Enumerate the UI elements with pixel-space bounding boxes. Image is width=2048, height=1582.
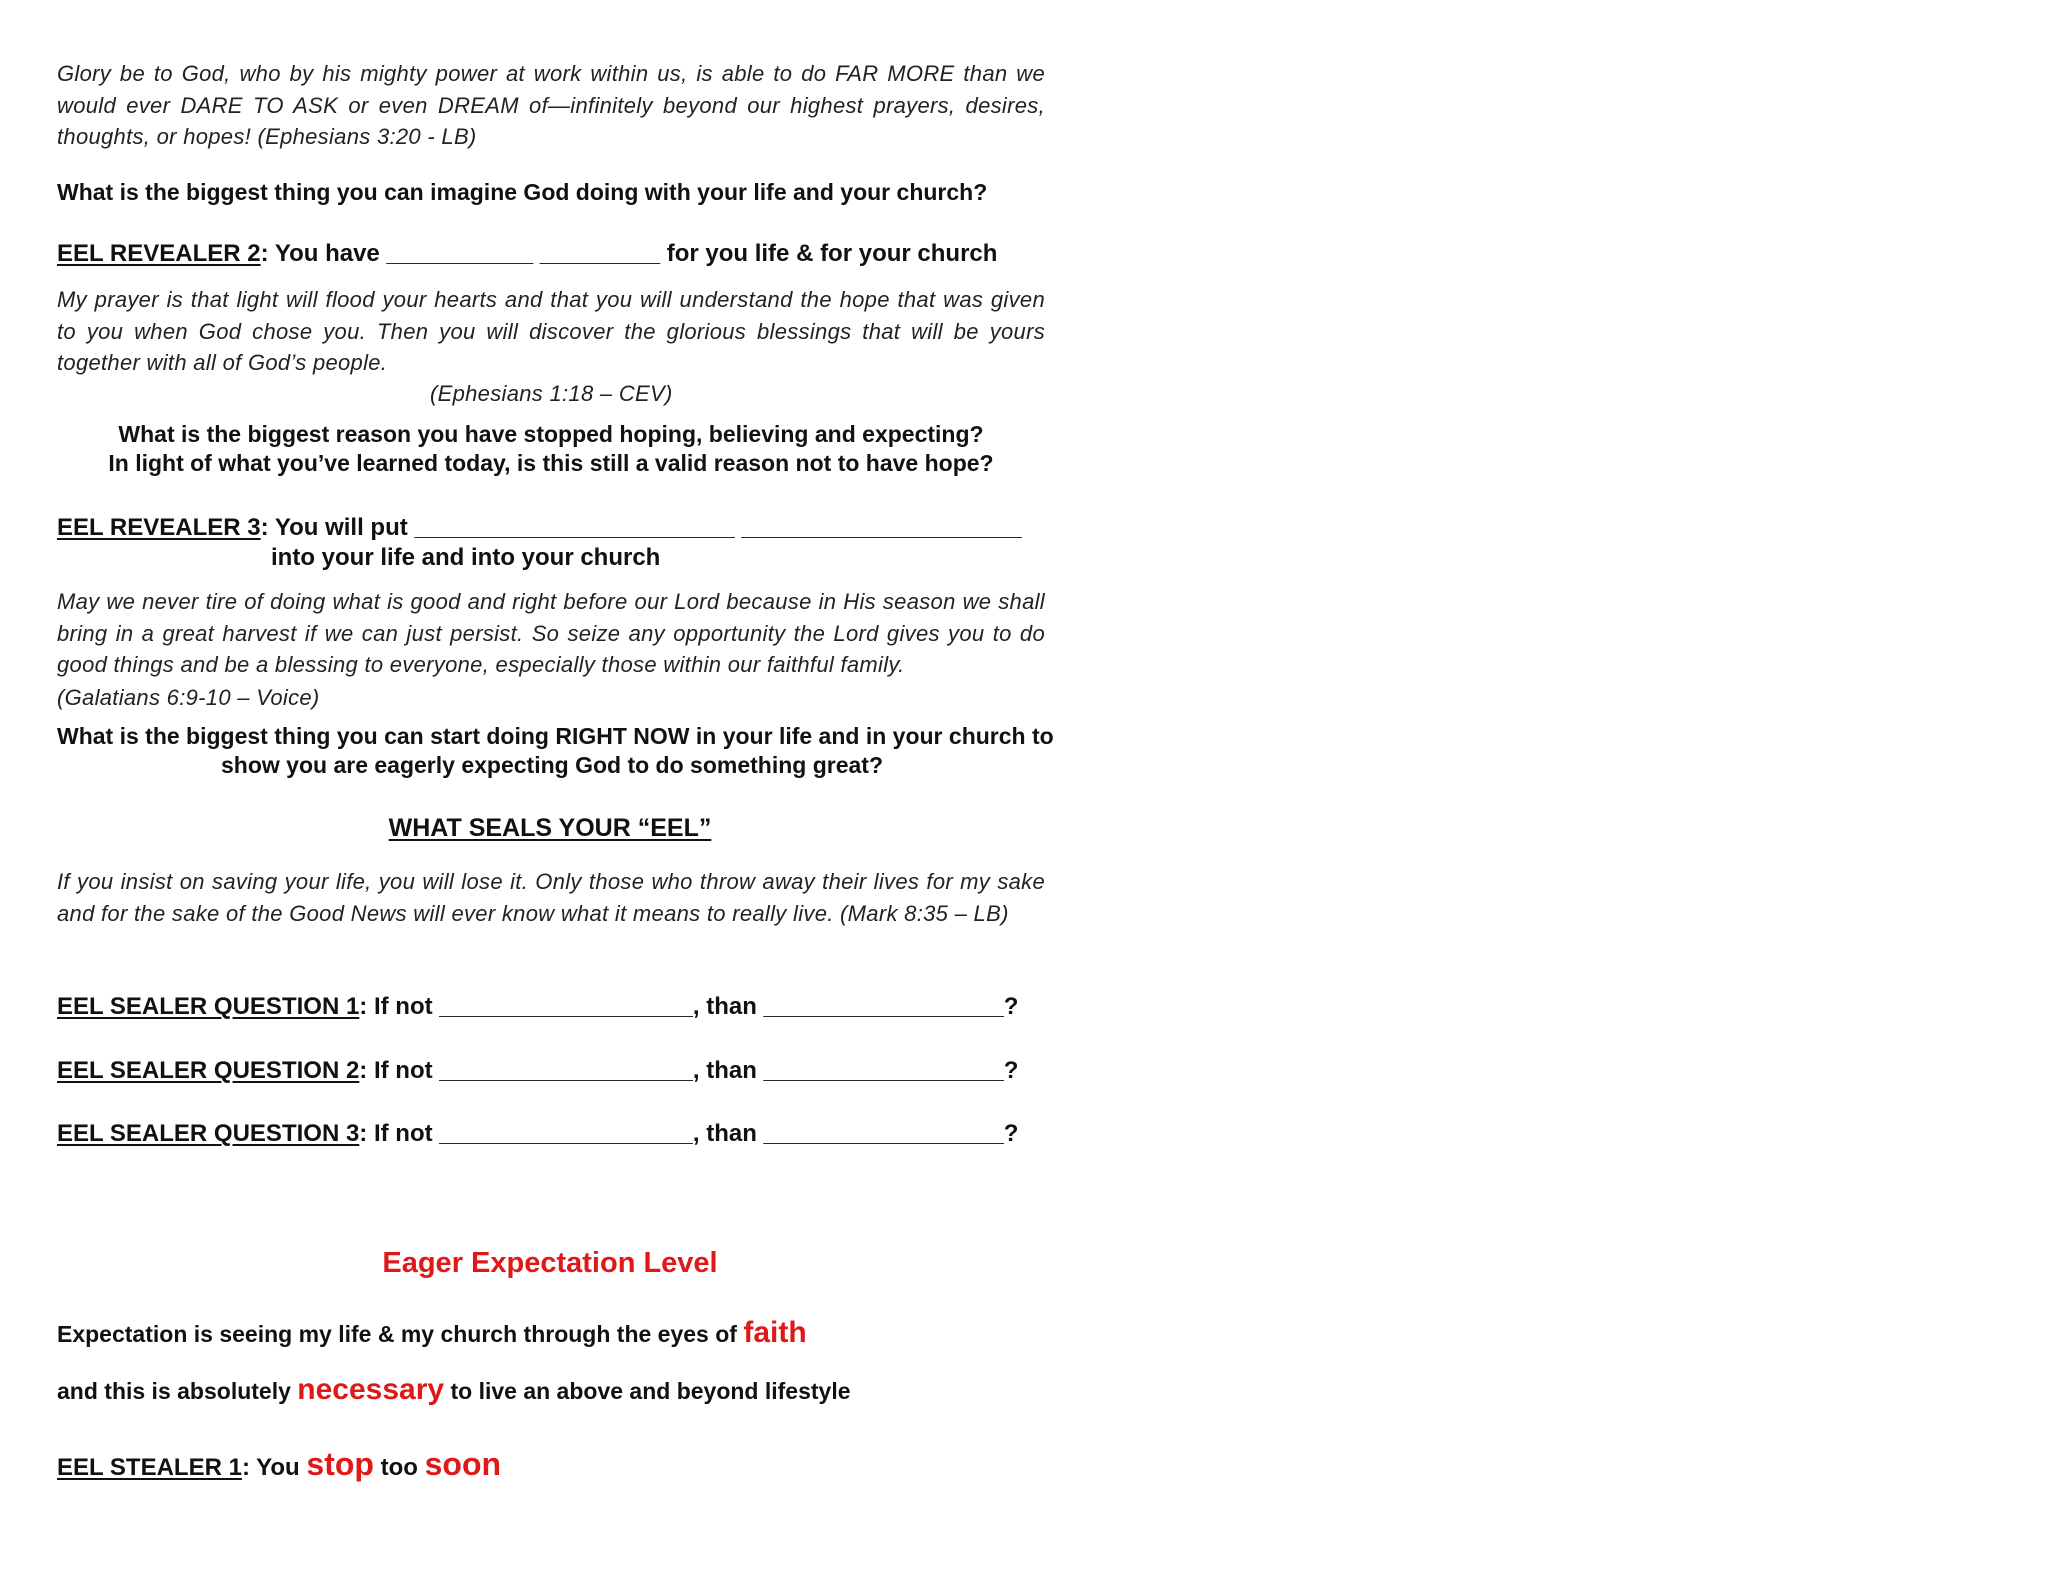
necessary-text-1: and this is absolutely (57, 1378, 298, 1404)
verse-galatians-6-9: May we never tire of doing what is good and right before our Lord because in His season we shall bring in a great harvest if we can just persist. So seize any opportunity the Lord gives you to do good things and be a blessing to everyone, especially those within our faithful family. (57, 589, 1045, 677)
sealer-question-1 (57, 992, 1057, 1022)
sealer-1-text: : If not ___________________, than __________________? (359, 993, 1019, 1020)
section-title: WHAT SEALS YOUR “EEL” (388, 814, 712, 842)
revealer-3-text: : You will put ________________________ _____________________ (260, 514, 1022, 541)
verse-ephesians-3-20: Glory be to God, who by his mighty power at work within us, is able to do FAR MORE than we would ever DARE TO ASK or even DREAM of—infinitely beyond our highest prayers, desires, thoughts, or hopes! (Ephesians 3:20 - LB) (57, 61, 1045, 149)
sealer-question-3 (57, 1119, 1057, 1149)
verse-ephesians-1-18: My prayer is that light will flood your hearts and that you will understand the hope that was given to you when God chose you. Then you will discover the glorious blessings that will be yours together with all of God’s people. (57, 287, 1045, 375)
soon-word: soon (424, 1446, 502, 1482)
sealer-2-label: EEL SEALER QUESTION 2 (57, 1057, 360, 1084)
revealer-2-label: EEL REVEALER 2 (57, 240, 261, 267)
necessary-word: necessary (297, 1373, 445, 1406)
sealer-3-label: EEL SEALER QUESTION 3 (57, 1120, 360, 1147)
revealer-2 (57, 239, 1057, 269)
stealer-1 (57, 1445, 1057, 1487)
stealer-1-label: EEL STEALER 1 (57, 1454, 242, 1481)
verse-mark-8-35: If you insist on saving your life, you will lose it. Only those who throw away their lives for my sake and for the sake of the Good News will ever know what it means to really live. (Mark 8:35 – LB) (57, 869, 1045, 926)
expectation-text: Expectation is seeing my life & my church through the eyes of (57, 1321, 744, 1347)
revealer-2-text: : You have ___________ _________ for you life & for your church (260, 240, 998, 267)
sealer-3-text: : If not ___________________, than __________________? (359, 1120, 1019, 1147)
verse-ephesians-1-18-ref: (Ephesians 1:18 – CEV) (430, 381, 673, 406)
revealer-3 (57, 513, 1057, 543)
question-reason-line1: What is the biggest reason you have stopped hoping, believing and expecting? (118, 421, 984, 447)
eel-heading: Eager Expectation Level (382, 1247, 718, 1279)
necessary-line (57, 1372, 1057, 1409)
sealer-question-2 (57, 1056, 1057, 1086)
expectation-line (57, 1315, 1057, 1352)
stealer-1-text-1: : You (241, 1454, 307, 1481)
stealer-1-text-2: too (373, 1454, 425, 1481)
necessary-text-2: to live an above and beyond lifestyle (444, 1378, 851, 1404)
sealer-2-text: : If not ___________________, than __________________? (359, 1057, 1019, 1084)
question-right-now-line1: What is the biggest thing you can start doing RIGHT NOW in your life and in your church to (57, 723, 1054, 749)
faith-word: faith (743, 1316, 807, 1349)
revealer-3-line2: into your life and into your church (271, 544, 661, 571)
revealer-3-label: EEL REVEALER 3 (57, 514, 261, 541)
question-reason-line2: In light of what you’ve learned today, is this still a valid reason not to have hope? (108, 450, 994, 476)
stop-word: stop (306, 1446, 374, 1482)
sealer-1-label: EEL SEALER QUESTION 1 (57, 993, 360, 1020)
question-right-now-line2: show you are eagerly expecting God to do something great? (221, 752, 884, 778)
verse-galatians-ref: (Galatians 6:9-10 – Voice) (57, 685, 320, 710)
question-biggest-thing: What is the biggest thing you can imagine God doing with your life and your church? (57, 179, 988, 205)
